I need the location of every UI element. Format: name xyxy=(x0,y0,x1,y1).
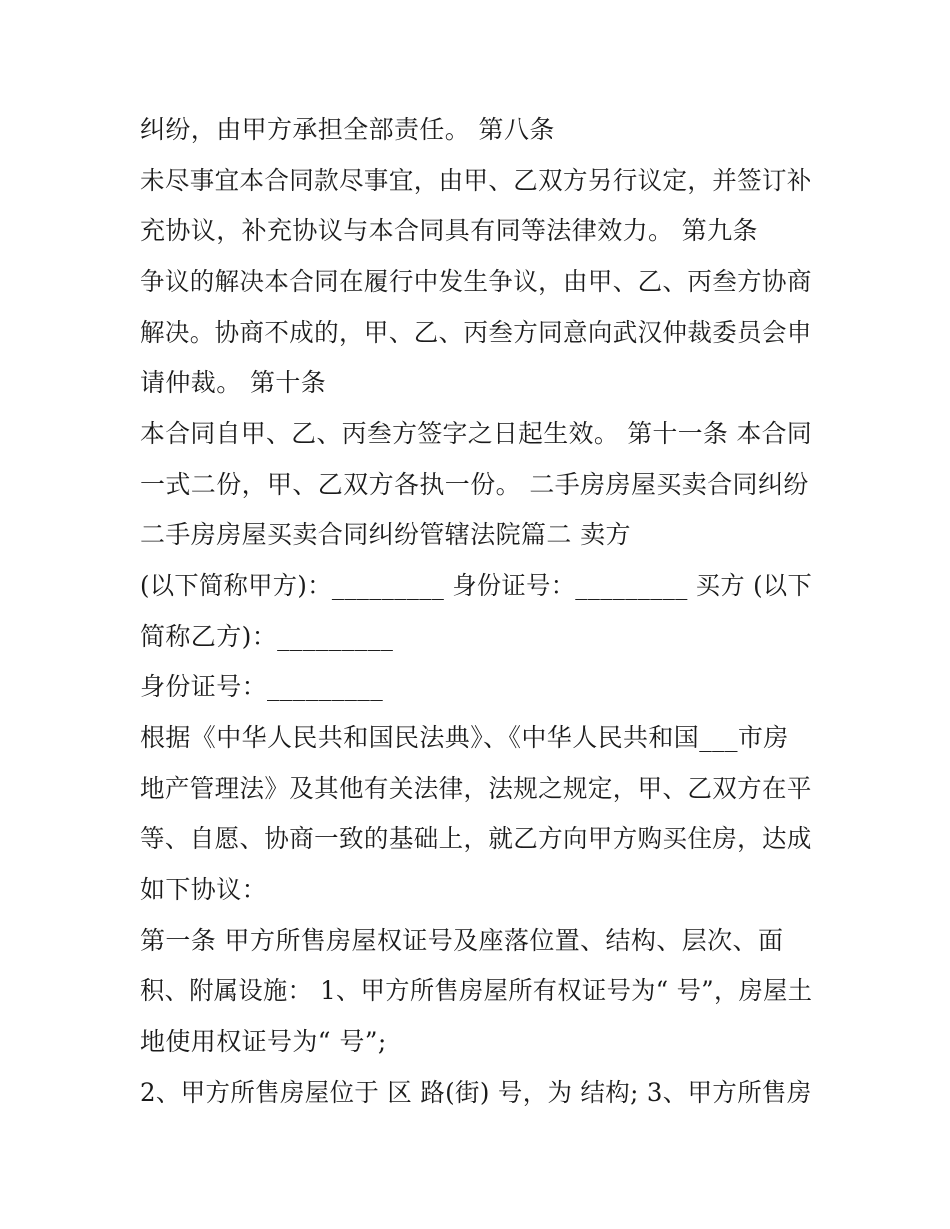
text-line: 第一条 甲方所售房屋权证号及座落位置、结构、层次、面 xyxy=(140,926,784,955)
text-line: 请仲裁。 第十条 xyxy=(140,368,327,397)
text-line: 身份证号：_________ xyxy=(140,672,384,701)
text-line: 纠纷，由甲方承担全部责任。 第八条 xyxy=(140,115,555,144)
text-line: 等、自愿、协商一致的基础上，就乙方向甲方购买住房，达成 xyxy=(140,824,812,853)
text-line: 解决。协商不成的，甲、乙、丙叁方同意向武汉仲裁委员会申 xyxy=(140,318,812,347)
text-line: 地使用权证号为“ 号”; xyxy=(140,1027,387,1056)
text-line: 简称乙方)：_________ xyxy=(140,622,394,651)
text-line: 本合同自甲、乙、丙叁方签字之日起生效。 第十一条 本合同 xyxy=(140,419,813,448)
text-line: 充协议，补充协议与本合同具有同等法律效力。 第九条 xyxy=(140,216,758,245)
text-line: 2、甲方所售房屋位于 区 路(街) 号，为 结构; 3、甲方所售房 xyxy=(140,1078,812,1107)
text-line: 如下协议： xyxy=(140,875,268,904)
text-line: 未尽事宜本合同款尽事宜，由甲、乙双方另行议定，并签订补 xyxy=(140,166,812,195)
text-line: 地产管理法》及其他有关法律，法规之规定，甲、乙双方在平 xyxy=(140,774,812,803)
text-line: 积、附属设施： 1、甲方所售房屋所有权证号为“ 号”，房屋土 xyxy=(140,976,813,1005)
text-line: 根据《中华人民共和国民法典》、《中华人民共和国___市房 xyxy=(140,723,789,752)
text-line: 争议的解决本合同在履行中发生争议，由甲、乙、丙叁方协商 xyxy=(140,267,812,296)
text-line: 二手房房屋买卖合同纠纷管辖法院篇二 卖方 xyxy=(140,520,631,549)
text-line: (以下简称甲方)：_________ 身份证号：_________ 买方 (以下 xyxy=(140,571,813,600)
text-line: 一式二份，甲、乙双方各执一份。 二手房房屋买卖合同纠纷 xyxy=(140,470,809,499)
